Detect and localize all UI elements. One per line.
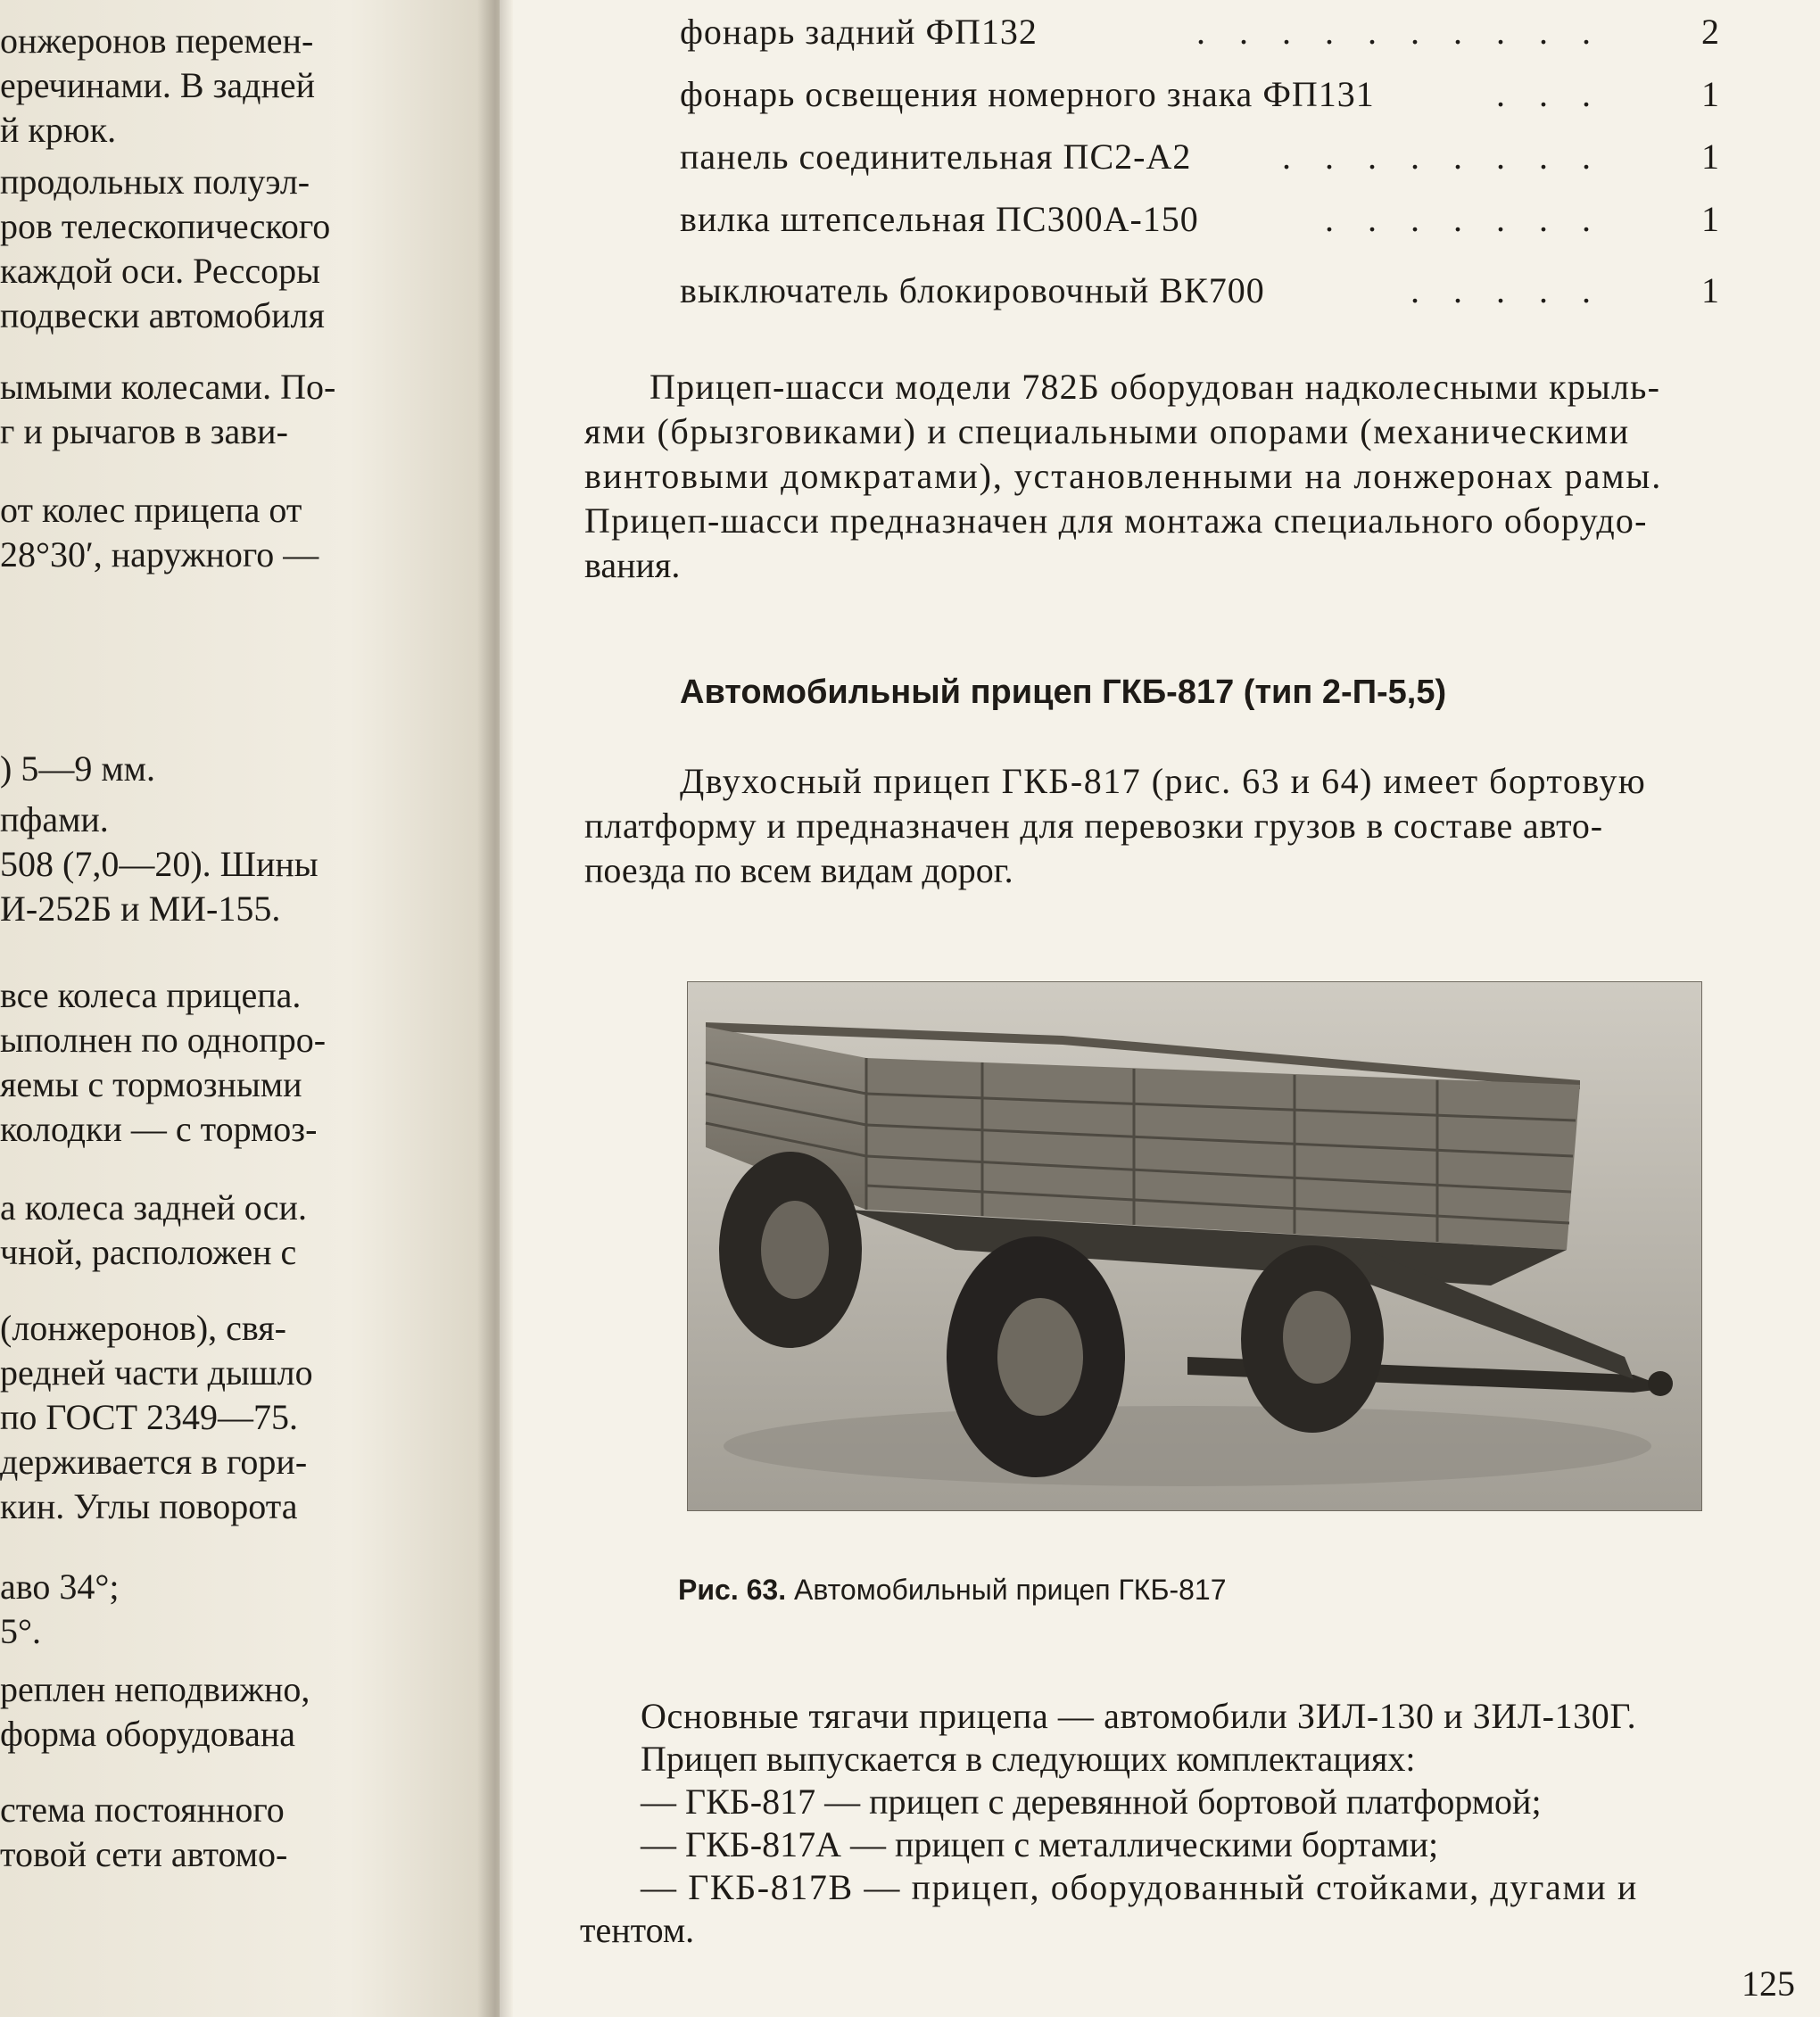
- trailer-illustration: [688, 982, 1701, 1510]
- dot-leader: . . .: [1496, 74, 1603, 114]
- figure-caption-label: Рис. 63.: [678, 1574, 787, 1606]
- parts-row: [680, 7, 1719, 57]
- left-line: еречинами. В задней: [0, 65, 316, 105]
- left-line: ымыми колесами. По-: [0, 367, 336, 407]
- left-line: реплен неподвижно,: [0, 1669, 310, 1709]
- page-gutter-shadow: [477, 0, 513, 2017]
- left-line: г и рычагов в зави-: [0, 411, 288, 451]
- left-line: пфами.: [0, 799, 109, 839]
- text-line: платформу и предназначен для перевозки грузов в составе авто-: [584, 806, 1603, 846]
- text-line: Прицеп-шасси предназначен для монтажа специального оборудо-: [584, 500, 1648, 541]
- left-line: стема постоянного: [0, 1790, 285, 1830]
- text-line: вания.: [584, 545, 681, 585]
- left-line: ров телескопического: [0, 206, 331, 246]
- left-line: колодки — с тормоз-: [0, 1109, 318, 1149]
- dot-leader: . . . . .: [1410, 270, 1603, 310]
- left-line: от колес прицепа от: [0, 490, 302, 530]
- text-line: Прицеп-шасси модели 782Б оборудован надколесными крыль-: [649, 367, 1661, 407]
- left-line: 5°.: [0, 1611, 41, 1651]
- left-line: продольных полуэл-: [0, 161, 310, 202]
- text-line: поезда по всем видам дорог.: [584, 850, 1013, 890]
- part-quantity: 1: [1701, 199, 1719, 239]
- dot-leader: . . . . . . .: [1325, 199, 1603, 239]
- left-line: форма оборудована: [0, 1714, 296, 1754]
- left-line: все колеса прицепа.: [0, 975, 302, 1015]
- left-line: яемы с тормозными: [0, 1064, 302, 1104]
- part-quantity: 1: [1701, 270, 1719, 310]
- left-line: по ГОСТ 2349—75.: [0, 1397, 299, 1437]
- left-line: аво 34°;: [0, 1566, 120, 1607]
- figure-caption-text: Автомобильный прицеп ГКБ-817: [793, 1574, 1227, 1606]
- left-line: кин. Углы поворота: [0, 1486, 298, 1526]
- left-line: каждой оси. Рессоры: [0, 251, 320, 291]
- text-line: — ГКБ-817А — прицеп с металлическими бортами;: [641, 1824, 1439, 1864]
- left-line: И-252Б и МИ-155.: [0, 889, 281, 929]
- left-line: редней части дышло: [0, 1352, 313, 1393]
- text-line: Основные тягачи прицепа — автомобили ЗИЛ-130 и ЗИЛ-130Г.: [641, 1696, 1637, 1736]
- left-line: й крюк.: [0, 110, 117, 150]
- left-line: подвески автомобиля: [0, 295, 325, 335]
- trailer-photo: [687, 981, 1702, 1511]
- part-name: вилка штепсельная ПС300А-150: [680, 199, 1199, 239]
- text-line: — ГКБ-817В — прицеп, оборудованный стойками, дугами и: [641, 1867, 1638, 1907]
- dot-leader: . . . . . . . . . .: [1196, 12, 1603, 52]
- section-heading: Автомобильный прицеп ГКБ-817 (тип 2-П-5,5): [680, 674, 1447, 711]
- left-line: (лонжеронов), свя-: [0, 1308, 286, 1348]
- parts-row: [680, 194, 1719, 244]
- text-line: — ГКБ-817 — прицеп с деревянной бортовой платформой;: [641, 1781, 1542, 1822]
- part-name: фонарь освещения номерного знака ФП131: [680, 74, 1375, 114]
- left-line: ыполнен по однопро-: [0, 1020, 327, 1060]
- left-line: держивается в гори-: [0, 1442, 308, 1482]
- dot-leader: . . . . . . . .: [1282, 136, 1603, 177]
- page-number: 125: [1741, 1963, 1795, 2004]
- text-line: Двухосный прицеп ГКБ-817 (рис. 63 и 64) имеет бортовую: [680, 761, 1647, 801]
- text-line: тентом.: [580, 1910, 695, 1950]
- left-line: 28°30′, наружного —: [0, 534, 319, 575]
- parts-row: [680, 266, 1719, 316]
- part-name: панель соединительная ПС2-А2: [680, 136, 1192, 177]
- part-quantity: 1: [1701, 74, 1719, 114]
- part-quantity: 1: [1701, 136, 1719, 177]
- part-quantity: 2: [1701, 12, 1719, 52]
- left-page: [0, 0, 500, 2017]
- parts-row: [680, 70, 1719, 120]
- figure-caption: [678, 1568, 1226, 1611]
- left-line: товой сети автомо-: [0, 1834, 288, 1874]
- text-line: винтовыми домкратами), установленными на лонжеронах рамы.: [584, 456, 1663, 496]
- part-name: выключатель блокировочный ВК700: [680, 270, 1265, 310]
- left-line: ) 5—9 мм.: [0, 748, 155, 789]
- left-line: онжеронов перемен-: [0, 21, 314, 61]
- left-line: 508 (7,0—20). Шины: [0, 844, 318, 884]
- left-line: а колеса задней оси.: [0, 1187, 307, 1228]
- parts-row: [680, 132, 1719, 182]
- text-line: ями (брызговиками) и специальными опорами (механическими: [584, 411, 1630, 451]
- text-line: Прицеп выпускается в следующих комплектациях:: [641, 1739, 1416, 1779]
- left-line: чной, расположен с: [0, 1232, 297, 1272]
- part-name: фонарь задний ФП132: [680, 12, 1038, 52]
